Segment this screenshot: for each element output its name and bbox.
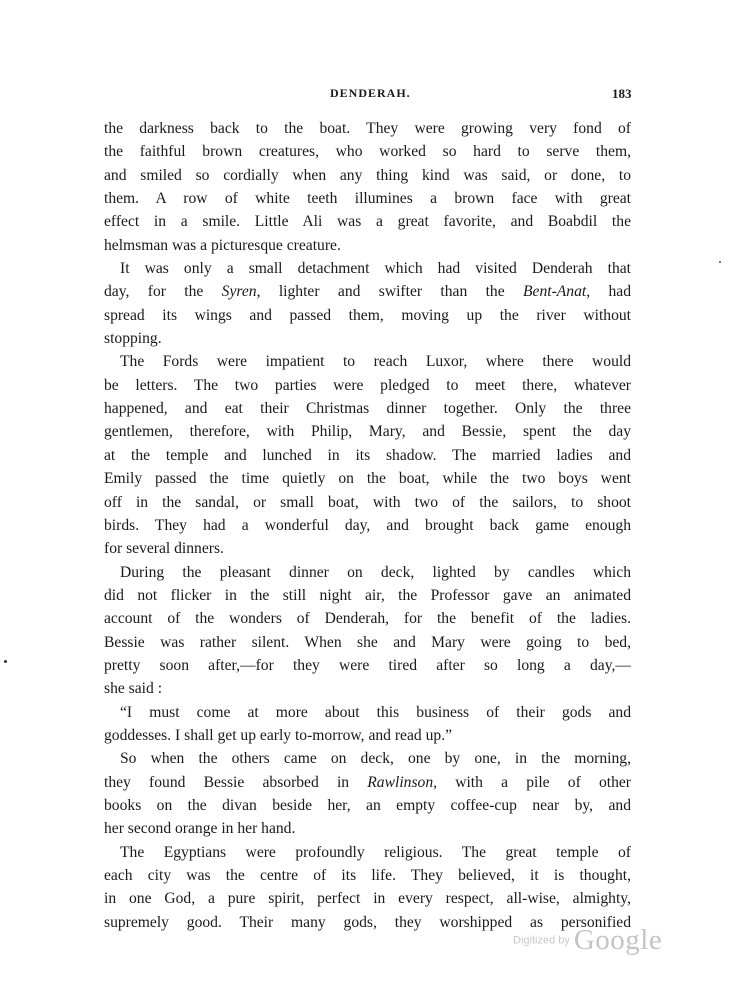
text-line: It was only a small detachment which had visited Denderah that [120,260,631,278]
paragraph [104,841,631,934]
running-head [0,86,742,106]
running-title: DENDERAH. [330,86,411,100]
text-line: Bessie was rather silent. When she and Mary were going to bed, [104,633,631,651]
text-line: day, for the Syren, lighter and swifter than the Bent-Anat, had [104,283,631,301]
text-line: stopping. [104,330,162,348]
text-line: effect in a smile. Little Ali was a great favorite, and Boabdil the [104,213,631,231]
watermark-prefix: Digitized by [513,934,570,947]
text-line: and smiled so cordially when any thing kind was said, or done, to [104,166,631,184]
text-line: Emily passed the time quietly on the boat, while the two boys went [104,470,631,488]
page-number: 183 [612,86,632,101]
margin-mark [4,660,7,663]
text-line: birds. They had a wonderful day, and brought back game enough [104,516,631,534]
text-line: she said : [104,680,163,698]
text-line: in one God, a pure spirit, perfect in every respect, all-wise, almighty, [104,890,631,908]
text-line: gentlemen, therefore, with Philip, Mary, and Bessie, spent the day [104,423,631,441]
body-text [104,117,631,934]
google-logo: Google [573,924,663,956]
paragraph [104,350,631,560]
paragraph [104,561,631,701]
text-line: them. A row of white teeth illumines a brown face with great [104,190,631,208]
text-line: pretty soon after,—for they were tired after so long a day,— [104,656,631,674]
text-line: for several dinners. [104,540,224,558]
text-line: “I must come at more about this business of their gods and [120,703,631,721]
paragraph [104,117,631,257]
text-line: supremely good. Their many gods, they worshipped as personified [104,913,631,931]
text-line: they found Bessie absorbed in Rawlinson, with a pile of other [104,773,631,791]
text-line: account of the wonders of Denderah, for the benefit of the ladies. [104,610,631,628]
text-line: the faithful brown creatures, who worked so hard to serve them, [104,143,631,161]
text-line: off in the sandal, or small boat, with two of the sailors, to shoot [104,493,631,511]
text-line: at the temple and lunched in its shadow. The married ladies and [104,446,631,464]
text-line: did not flicker in the still night air, the Professor gave an animated [104,586,631,604]
paragraph [104,747,631,840]
paragraph [104,257,631,350]
text-line: The Fords were impatient to reach Luxor, where there would [120,353,631,371]
text-line: the darkness back to the boat. They were growing very fond of [104,120,631,137]
text-line: helmsman was a picturesque creature. [104,236,341,254]
text-line: books on the divan beside her, an empty coffee-cup near by, and [104,796,631,814]
text-line: The Egyptians were profoundly religious. The great temple of [120,843,631,861]
text-line: spread its wings and passed them, moving up the river without [104,306,631,324]
margin-speck [719,261,721,263]
digitized-by-google-watermark [513,924,662,954]
text-line: her second orange in her hand. [104,820,296,838]
text-line: During the pleasant dinner on deck, lighted by candles which [120,563,631,581]
text-line: So when the others came on deck, one by one, in the morning, [120,750,631,768]
text-line: each city was the centre of its life. They believed, it is thought, [104,867,631,884]
text-line: be letters. The two parties were pledged to meet there, whatever [104,376,631,394]
paragraph [104,701,631,748]
text-line: goddesses. I shall get up early to-morrow, and read up.” [104,726,453,744]
text-line: happened, and eat their Christmas dinner together. Only the three [104,400,631,418]
